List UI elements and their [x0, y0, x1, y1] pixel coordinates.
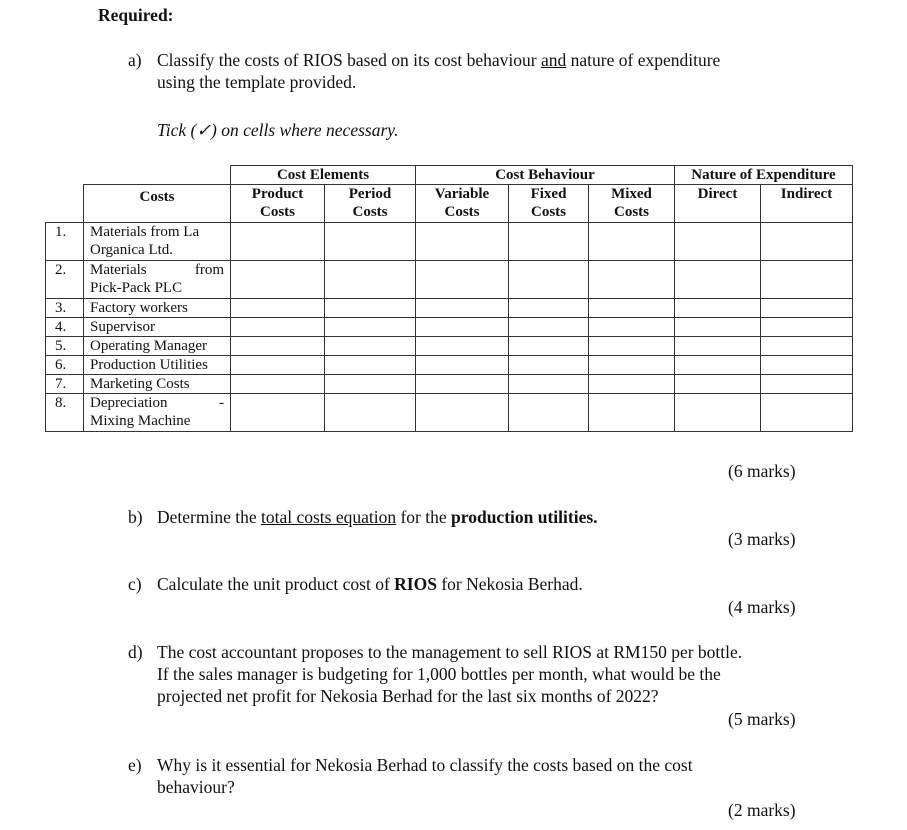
tick-cell[interactable]: [231, 299, 325, 318]
tick-cell[interactable]: [675, 337, 761, 356]
cost-name: Marketing Costs: [84, 375, 231, 394]
row-number: 6.: [46, 356, 84, 375]
tick-cell[interactable]: [325, 318, 416, 337]
part-d-line1: The cost accountant proposes to the management to sell RIOS at RM150 per bottle.: [157, 642, 743, 662]
row-number: 8.: [46, 394, 84, 432]
part-e-line1: Why is it essential for Nekosia Berhad to classify the costs based on the cost: [157, 755, 693, 775]
cost-name: Factory workers: [84, 299, 231, 318]
header-costs: Costs: [84, 185, 231, 223]
cost-name: Operating Manager: [84, 337, 231, 356]
tick-cell[interactable]: [325, 299, 416, 318]
part-b-marks: (3 marks): [728, 529, 796, 549]
cost-name: Depreciation - Mixing Machine: [84, 394, 231, 432]
part-a-line2: using the template provided.: [157, 72, 357, 92]
tick-cell[interactable]: [589, 299, 675, 318]
table-row: [46, 261, 853, 299]
tick-cell[interactable]: [589, 394, 675, 432]
tick-cell[interactable]: [325, 394, 416, 432]
tick-cell[interactable]: [589, 318, 675, 337]
part-a-label: a): [128, 50, 142, 70]
tick-cell[interactable]: [416, 375, 509, 394]
header-fixed-costs: Fixed Costs: [509, 185, 589, 223]
header-mixed-costs: Mixed Costs: [589, 185, 675, 223]
table-row: [46, 375, 853, 394]
tick-cell[interactable]: [325, 261, 416, 299]
tick-cell[interactable]: [325, 337, 416, 356]
tick-cell[interactable]: [589, 356, 675, 375]
tick-cell[interactable]: [416, 337, 509, 356]
tick-cell[interactable]: [675, 299, 761, 318]
tick-cell[interactable]: [509, 337, 589, 356]
table-group-header-row: [46, 166, 853, 185]
tick-cell[interactable]: [509, 356, 589, 375]
header-variable-costs: Variable Costs: [416, 185, 509, 223]
tick-cell[interactable]: [509, 318, 589, 337]
part-d-label: d): [128, 642, 143, 662]
tick-cell[interactable]: [675, 356, 761, 375]
tick-cell[interactable]: [231, 356, 325, 375]
tick-cell[interactable]: [509, 261, 589, 299]
part-b-label: b): [128, 507, 143, 527]
tick-cell[interactable]: [416, 356, 509, 375]
cost-name: Production Utilities: [84, 356, 231, 375]
table-column-header-row: [46, 185, 853, 223]
header-nature-of-expenditure: Nature of Expenditure: [675, 166, 853, 185]
part-e-marks: (2 marks): [728, 800, 796, 820]
part-a-line1: Classify the costs of RIOS based on its cost behaviour and nature of expenditure: [157, 50, 721, 70]
tick-cell[interactable]: [416, 261, 509, 299]
header-cost-elements: Cost Elements: [231, 166, 416, 185]
tick-cell[interactable]: [231, 394, 325, 432]
table-row: [46, 356, 853, 375]
tick-cell[interactable]: [416, 394, 509, 432]
cost-name: Supervisor: [84, 318, 231, 337]
tick-cell[interactable]: [761, 318, 853, 337]
tick-cell[interactable]: [761, 223, 853, 261]
table-row: [46, 223, 853, 261]
row-number: 1.: [46, 223, 84, 261]
tick-cell[interactable]: [761, 375, 853, 394]
tick-cell[interactable]: [509, 375, 589, 394]
part-d-line3: projected net profit for Nekosia Berhad for the last six months of 2022?: [157, 686, 659, 706]
tick-cell[interactable]: [231, 261, 325, 299]
header-period-costs: Period Costs: [325, 185, 416, 223]
part-a-marks: (6 marks): [728, 461, 796, 481]
tick-cell[interactable]: [231, 375, 325, 394]
part-c-text: Calculate the unit product cost of RIOS for Nekosia Berhad.: [157, 574, 583, 594]
header-direct: Direct: [675, 185, 761, 223]
part-c-label: c): [128, 574, 142, 594]
tick-cell[interactable]: [325, 223, 416, 261]
tick-cell[interactable]: [761, 261, 853, 299]
part-d-line2: If the sales manager is budgeting for 1,000 bottles per month, what would be the: [157, 664, 721, 684]
tick-cell[interactable]: [761, 337, 853, 356]
table-row: [46, 318, 853, 337]
tick-cell[interactable]: [589, 261, 675, 299]
table-row: [46, 337, 853, 356]
tick-cell[interactable]: [675, 223, 761, 261]
tick-cell[interactable]: [231, 223, 325, 261]
row-number: 2.: [46, 261, 84, 299]
part-e-label: e): [128, 755, 142, 775]
part-d-marks: (5 marks): [728, 709, 796, 729]
tick-note: Tick (✓) on cells where necessary.: [157, 120, 399, 140]
tick-cell[interactable]: [509, 299, 589, 318]
tick-cell[interactable]: [325, 375, 416, 394]
tick-cell[interactable]: [675, 375, 761, 394]
tick-cell[interactable]: [761, 394, 853, 432]
tick-cell[interactable]: [509, 394, 589, 432]
table-row: [46, 394, 853, 432]
tick-cell[interactable]: [675, 261, 761, 299]
tick-cell[interactable]: [416, 318, 509, 337]
cost-name: Materials from La Organica Ltd.: [84, 223, 231, 261]
tick-cell[interactable]: [416, 223, 509, 261]
row-number: 7.: [46, 375, 84, 394]
part-b-text: Determine the total costs equation for the production utilities.: [157, 507, 598, 527]
tick-cell[interactable]: [675, 318, 761, 337]
header-indirect: Indirect: [761, 185, 853, 223]
part-c-marks: (4 marks): [728, 597, 796, 617]
tick-cell[interactable]: [589, 337, 675, 356]
tick-cell[interactable]: [509, 223, 589, 261]
part-e-line2: behaviour?: [157, 777, 235, 797]
cost-classification-table: [45, 165, 853, 432]
tick-cell[interactable]: [231, 337, 325, 356]
tick-cell[interactable]: [589, 223, 675, 261]
cost-name: Materials from Pick-Pack PLC: [84, 261, 231, 299]
row-number: 5.: [46, 337, 84, 356]
tick-cell[interactable]: [416, 299, 509, 318]
row-number: 3.: [46, 299, 84, 318]
header-cost-behaviour: Cost Behaviour: [416, 166, 675, 185]
tick-cell[interactable]: [761, 356, 853, 375]
tick-cell[interactable]: [231, 318, 325, 337]
table-row: [46, 299, 853, 318]
tick-cell[interactable]: [761, 299, 853, 318]
row-number: 4.: [46, 318, 84, 337]
tick-cell[interactable]: [589, 375, 675, 394]
tick-cell[interactable]: [675, 394, 761, 432]
required-heading: Required:: [98, 5, 174, 25]
header-product-costs: Product Costs: [231, 185, 325, 223]
tick-cell[interactable]: [325, 356, 416, 375]
